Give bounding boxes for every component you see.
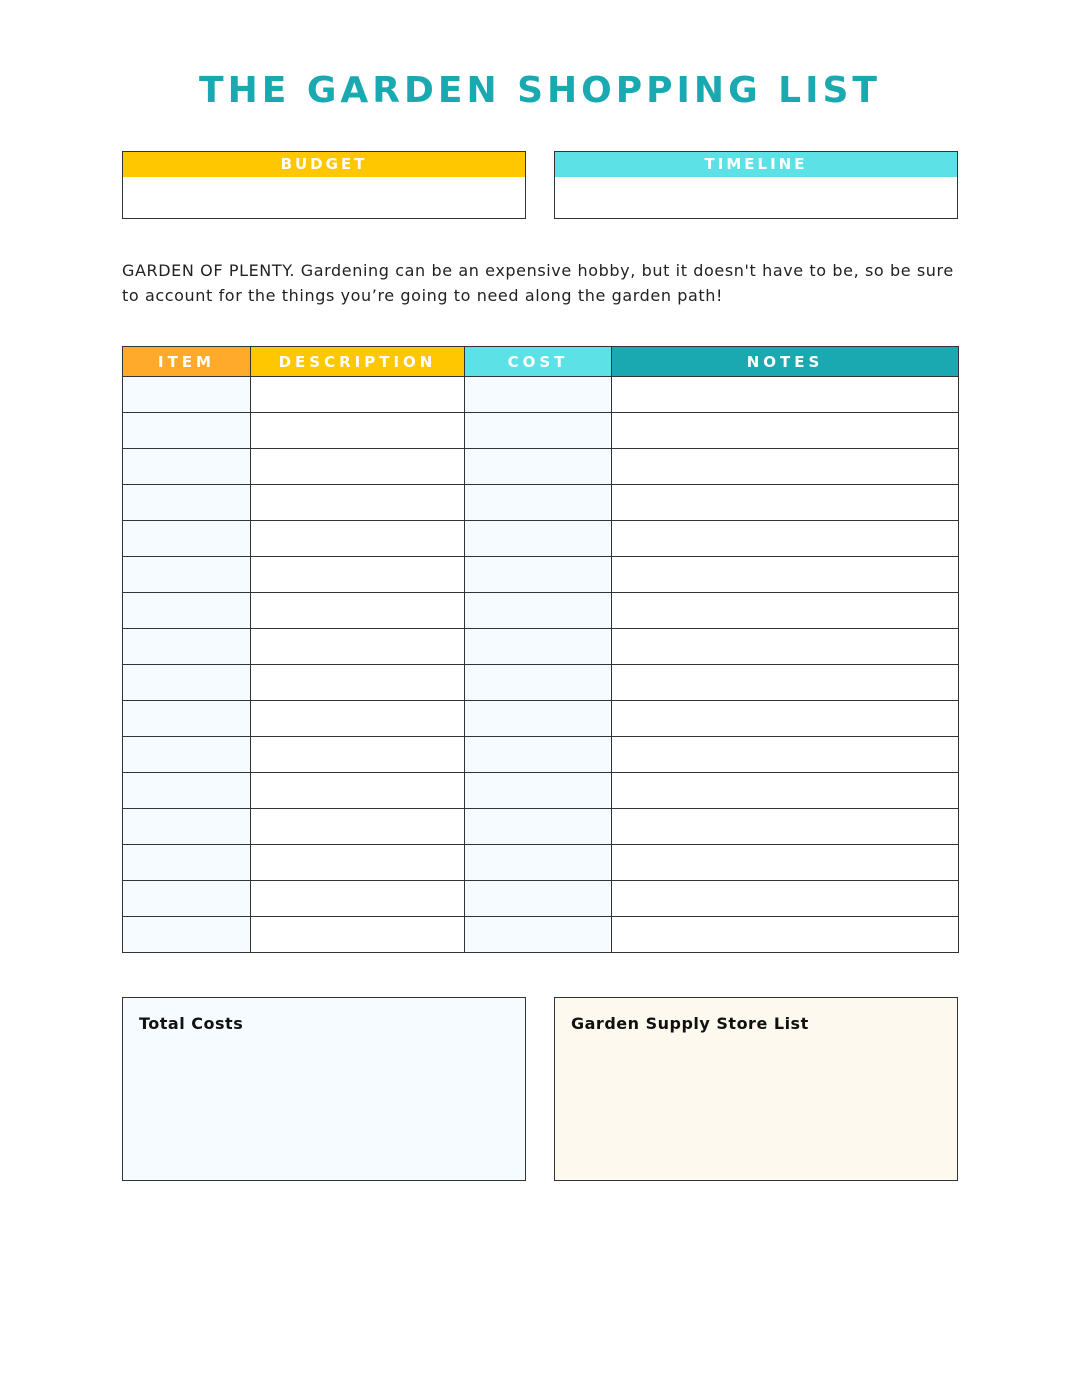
description-cell[interactable] — [251, 413, 465, 449]
notes-cell[interactable] — [612, 449, 959, 485]
timeline-box[interactable] — [554, 151, 958, 219]
notes-cell[interactable] — [612, 521, 959, 557]
table-row — [123, 593, 959, 629]
item-cell[interactable] — [123, 881, 251, 917]
description-cell[interactable] — [251, 737, 465, 773]
description-cell[interactable] — [251, 521, 465, 557]
notes-cell[interactable] — [612, 737, 959, 773]
table-row — [123, 521, 959, 557]
item-cell[interactable] — [123, 377, 251, 413]
cost-cell[interactable] — [465, 809, 612, 845]
notes-cell[interactable] — [612, 773, 959, 809]
description-cell[interactable] — [251, 773, 465, 809]
item-cell[interactable] — [123, 809, 251, 845]
column-header-notes: NOTES — [612, 347, 959, 377]
item-cell[interactable] — [123, 485, 251, 521]
item-cell[interactable] — [123, 593, 251, 629]
description-cell[interactable] — [251, 809, 465, 845]
table-row — [123, 629, 959, 665]
item-cell[interactable] — [123, 917, 251, 953]
table-row — [123, 413, 959, 449]
cost-cell[interactable] — [465, 377, 612, 413]
column-header-item: ITEM — [123, 347, 251, 377]
item-cell[interactable] — [123, 737, 251, 773]
table-body — [123, 377, 959, 953]
notes-cell[interactable] — [612, 485, 959, 521]
column-header-description: DESCRIPTION — [251, 347, 465, 377]
table-row — [123, 917, 959, 953]
item-cell[interactable] — [123, 557, 251, 593]
store-list-box[interactable] — [554, 997, 958, 1181]
cost-cell[interactable] — [465, 737, 612, 773]
notes-cell[interactable] — [612, 845, 959, 881]
cost-cell[interactable] — [465, 917, 612, 953]
description-cell[interactable] — [251, 701, 465, 737]
budget-header: BUDGET — [123, 152, 525, 177]
cost-cell[interactable] — [465, 413, 612, 449]
item-cell[interactable] — [123, 449, 251, 485]
item-cell[interactable] — [123, 845, 251, 881]
item-cell[interactable] — [123, 773, 251, 809]
notes-cell[interactable] — [612, 665, 959, 701]
table-row — [123, 557, 959, 593]
notes-cell[interactable] — [612, 917, 959, 953]
item-cell[interactable] — [123, 701, 251, 737]
total-costs-label: Total Costs — [139, 1014, 244, 1033]
cost-cell[interactable] — [465, 701, 612, 737]
notes-cell[interactable] — [612, 413, 959, 449]
table-row — [123, 701, 959, 737]
table-row — [123, 773, 959, 809]
table-row — [123, 485, 959, 521]
notes-cell[interactable] — [612, 881, 959, 917]
cost-cell[interactable] — [465, 557, 612, 593]
table-header-row — [123, 347, 959, 377]
item-cell[interactable] — [123, 521, 251, 557]
item-cell[interactable] — [123, 665, 251, 701]
description-cell[interactable] — [251, 917, 465, 953]
description-cell[interactable] — [251, 665, 465, 701]
description-cell[interactable] — [251, 377, 465, 413]
cost-cell[interactable] — [465, 449, 612, 485]
notes-cell[interactable] — [612, 809, 959, 845]
cost-cell[interactable] — [465, 521, 612, 557]
description-cell[interactable] — [251, 485, 465, 521]
description-cell[interactable] — [251, 557, 465, 593]
description-cell[interactable] — [251, 845, 465, 881]
column-header-cost: COST — [465, 347, 612, 377]
table-row — [123, 809, 959, 845]
shopping-table — [122, 346, 959, 953]
notes-cell[interactable] — [612, 701, 959, 737]
cost-cell[interactable] — [465, 665, 612, 701]
page-title: THE GARDEN SHOPPING LIST — [199, 70, 881, 111]
table-row — [123, 845, 959, 881]
cost-cell[interactable] — [465, 773, 612, 809]
budget-box[interactable] — [122, 151, 526, 219]
table-row — [123, 665, 959, 701]
description-cell[interactable] — [251, 629, 465, 665]
notes-cell[interactable] — [612, 557, 959, 593]
cost-cell[interactable] — [465, 593, 612, 629]
timeline-header: TIMELINE — [555, 152, 957, 177]
notes-cell[interactable] — [612, 377, 959, 413]
description-cell[interactable] — [251, 881, 465, 917]
total-costs-box[interactable] — [122, 997, 526, 1181]
store-list-label: Garden Supply Store List — [571, 1014, 809, 1033]
table-row — [123, 881, 959, 917]
notes-cell[interactable] — [612, 593, 959, 629]
table-row — [123, 737, 959, 773]
cost-cell[interactable] — [465, 881, 612, 917]
table-row — [123, 449, 959, 485]
table-row — [123, 377, 959, 413]
notes-cell[interactable] — [612, 629, 959, 665]
item-cell[interactable] — [123, 413, 251, 449]
intro-text: GARDEN OF PLENTY. Gardening can be an expensive hobby, but it doesn't have to be, so be sure to account for the things you’re going to need along the garden path! — [122, 261, 954, 305]
item-cell[interactable] — [123, 629, 251, 665]
cost-cell[interactable] — [465, 845, 612, 881]
cost-cell[interactable] — [465, 485, 612, 521]
cost-cell[interactable] — [465, 629, 612, 665]
description-cell[interactable] — [251, 449, 465, 485]
description-cell[interactable] — [251, 593, 465, 629]
